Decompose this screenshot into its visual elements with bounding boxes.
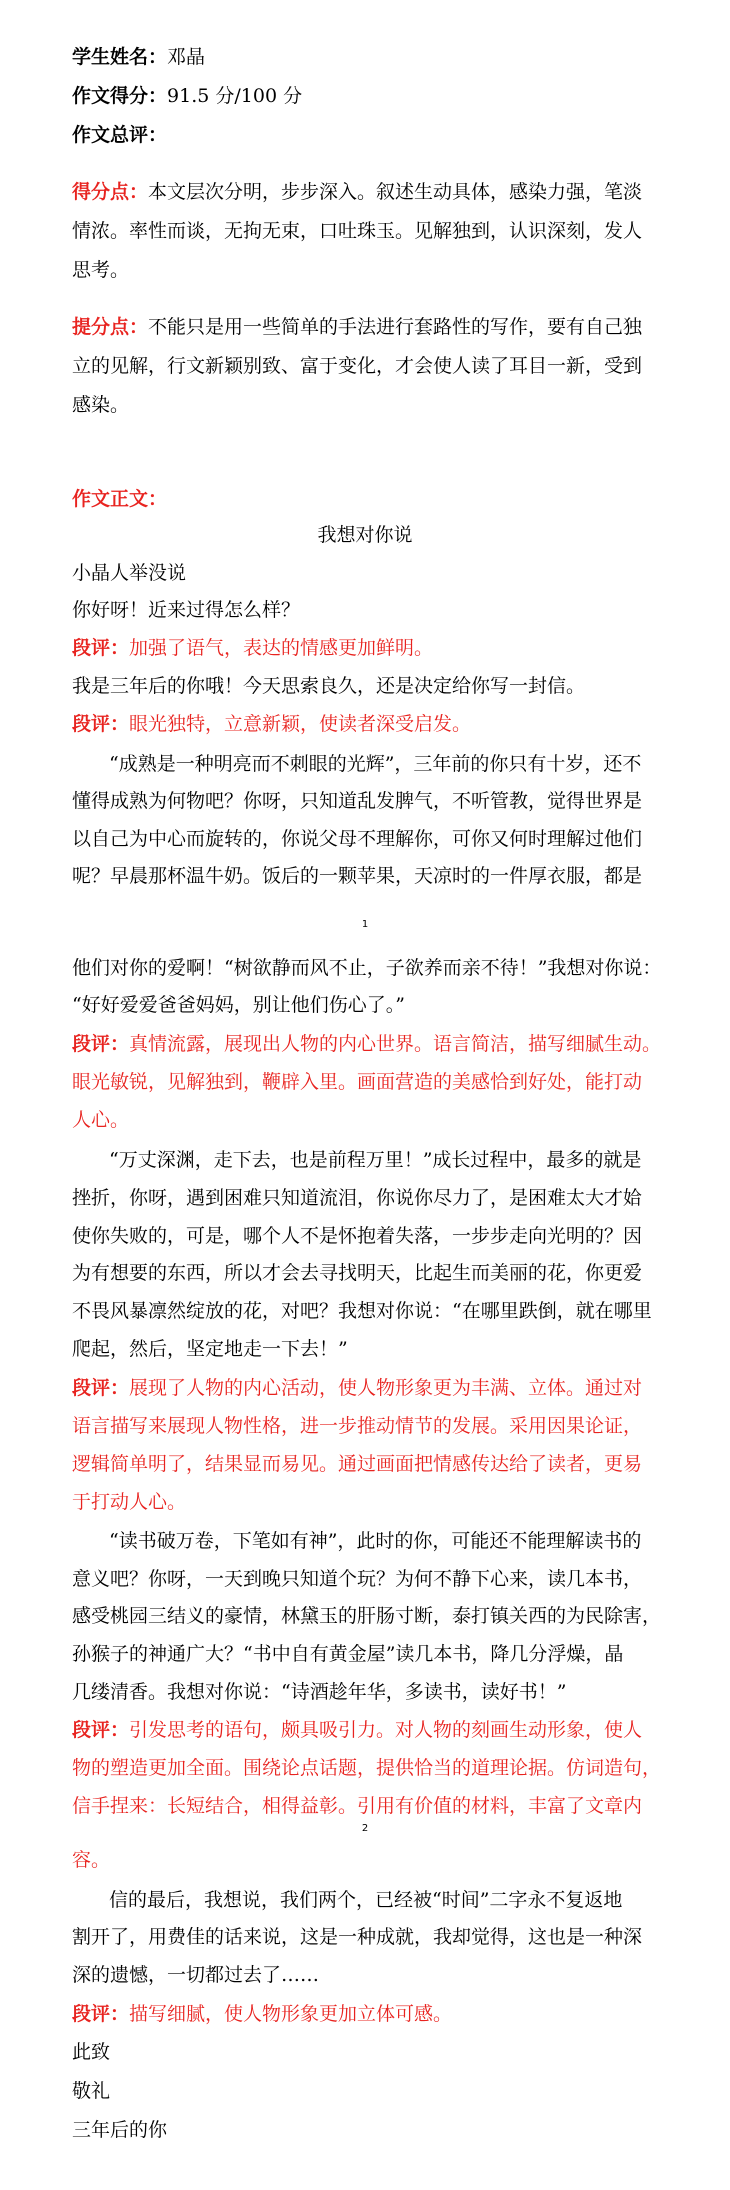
para-1-line-2: 懂得成熟为何物吧？你呀，只知道乱发脾气，不听管教，觉得世界是	[72, 790, 643, 812]
student-name-row	[72, 45, 205, 69]
para-3-line-1: “读书破万卷，下笔如有神”，此时的你，可能还不能理解读书的	[109, 1530, 642, 1552]
comment-2	[72, 712, 471, 736]
comment-4-line-1	[72, 1376, 642, 1400]
student-name-label: 学生姓名：	[72, 46, 168, 68]
closing-signature: 三年后的你	[72, 2119, 168, 2141]
para-3-line-5: 几缕清香。我想对你说：“诗酒趁年华，多读书，读好书！”	[72, 1681, 567, 1703]
para-2-line-6: 爬起，然后，坚定地走一下去！”	[72, 1338, 348, 1360]
para-2-line-5: 不畏风暴凛然绽放的花，对吧？我想对你说：“在哪里跌倒，就在哪里	[72, 1300, 652, 1322]
closing-line-2: 敬礼	[72, 2080, 111, 2102]
student-name-value: 邓晶	[167, 46, 206, 68]
comment-label: 段评：	[72, 637, 130, 659]
comment-5-line-4: 容。	[72, 1849, 111, 1871]
comment-3-text-1: 真情流露，展现出人物的内心世界。语言简洁，描写细腻生动。	[129, 1033, 662, 1055]
merits-text-1: 本文层次分明，步步深入。叙述生动具体，感染力强，笔淡	[148, 181, 643, 203]
merits-label: 得分点：	[72, 181, 149, 203]
essay-opening-2: 你好呀！近来过得怎么样？	[72, 599, 301, 621]
comment-6	[72, 2002, 452, 2026]
comment-3-line-1	[72, 1032, 661, 1056]
page-number-1: 1	[361, 919, 369, 930]
comment-5-text-1: 引发思考的语句，颇具吸引力。对人物的刻画生动形象，使人	[129, 1719, 643, 1741]
merits-line-2: 情浓。率性而谈，无拘无束，口吐珠玉。见解独到，认识深刻，发人	[72, 220, 643, 242]
para-3-line-2: 意义吧？你呀，一天到晚只知道个玩？为何不静下心来，读几本书，	[72, 1568, 643, 1590]
overall-review-label: 作文总评：	[72, 124, 168, 146]
para-1-line-3: 以自己为中心而旋转的，你说父母不理解你，可你又何时理解过他们	[72, 828, 643, 850]
improve-line-3: 感染。	[72, 394, 130, 416]
comment-3-line-3: 人心。	[72, 1109, 130, 1131]
closing-line-1: 此致	[72, 2041, 111, 2063]
comment-4-line-4: 于打动人心。	[72, 1491, 187, 1513]
comment-label: 段评：	[72, 1719, 130, 1741]
essay-title: 我想对你说	[317, 524, 413, 546]
comment-1-text: 加强了语气，表达的情感更加鲜明。	[129, 637, 434, 659]
essay-opening-1: 小晶人举没说	[72, 562, 187, 584]
para-4-line-1: 信的最后，我想说，我们两个，已经被“时间”二字永不复返地	[109, 1889, 623, 1911]
para-2-line-1: “万丈深渊，走下去，也是前程万里！”成长过程中，最多的就是	[109, 1149, 642, 1171]
comment-5-line-2: 物的塑造更加全面。围绕论点话题，提供恰当的道理论据。仿词造句，	[72, 1757, 662, 1779]
para-3-line-3: 感受桃园三结义的豪情，林黛玉的肝肠寸断，泰打镇关西的为民除害，	[72, 1605, 662, 1627]
comment-4-line-3: 逻辑简单明了，结果显而易见。通过画面把情感传达给了读者，更易	[72, 1453, 643, 1475]
merits-line-3: 思考。	[72, 259, 130, 281]
para-2-line-3: 使你失败的，可是，哪个人不是怀抱着失落，一步步走向光明的？因	[72, 1225, 643, 1247]
essay-label: 作文正文：	[72, 488, 168, 510]
score-row	[72, 84, 302, 108]
para-1-line-1: “成熟是一种明亮而不刺眼的光辉”，三年前的你只有十岁，还不	[109, 753, 642, 775]
improve-label: 提分点：	[72, 316, 149, 338]
comment-3-line-2: 眼光敏锐，见解独到，鞭辟入里。画面营造的美感恰到好处，能打动	[72, 1071, 643, 1093]
comment-label: 段评：	[72, 1033, 130, 1055]
para-2-line-2: 挫折，你呀，遇到困难只知道流泪，你说你尽力了，是困难太大才姶	[72, 1187, 643, 1209]
comment-label: 段评：	[72, 713, 130, 735]
comment-6-text: 描写细腻，使人物形象更加立体可感。	[129, 2003, 453, 2025]
para-4-line-2: 割开了，用费佳的话来说，这是一种成就，我却觉得，这也是一种深	[72, 1926, 643, 1948]
para-1-line-5: 他们对你的爱啊！“树欲静而风不止，子欲养而亲不待！”我想对你说：	[72, 957, 662, 979]
comment-1	[72, 636, 433, 660]
improve-line-1	[72, 315, 642, 339]
score-label: 作文得分：	[72, 85, 168, 107]
comment-label: 段评：	[72, 1377, 130, 1399]
essay-opening-3: 我是三年后的你哦！今天思索良久，还是决定给你写一封信。	[72, 675, 586, 697]
para-1-line-4: 呢？早晨那杯温牛奶。饭后的一颗苹果，天凉时的一件厚衣服，都是	[72, 865, 643, 887]
para-2-line-4: 为有想要的东西，所以才会去寻找明天，比起生而美丽的花，你更爱	[72, 1262, 643, 1284]
improve-line-2: 立的见解，行文新颖别致、富于变化，才会使人读了耳目一新，受到	[72, 355, 643, 377]
comment-5-line-3: 信手捏来：长短结合，相得益彰。引用有价值的材料，丰富了文章内	[72, 1795, 643, 1817]
comment-4-text-1: 展现了人物的内心活动，使人物形象更为丰满、立体。通过对	[129, 1377, 643, 1399]
comment-2-text: 眼光独特，立意新颖，使读者深受启发。	[129, 713, 472, 735]
merits-line-1	[72, 180, 642, 204]
comment-5-line-1	[72, 1718, 642, 1742]
comment-label: 段评：	[72, 2003, 130, 2025]
para-1-line-6: “好好爱爱爸爸妈妈，别让他们伤心了。”	[72, 994, 405, 1016]
improve-text-1: 不能只是用一些简单的手法进行套路性的写作，要有自己独	[148, 316, 643, 338]
page-number-2: 2	[361, 1823, 369, 1834]
comment-4-line-2: 语言描写来展现人物性格，进一步推动情节的发展。采用因果论证，	[72, 1415, 643, 1437]
score-value: 91.5 分/100 分	[167, 85, 303, 107]
para-3-line-4: 孙猴子的神通广大？“书中自有黄金屋”读几本书，降几分浮燥，晶	[72, 1643, 624, 1665]
para-4-line-3: 深的遗憾，一切都过去了……	[72, 1964, 320, 1986]
